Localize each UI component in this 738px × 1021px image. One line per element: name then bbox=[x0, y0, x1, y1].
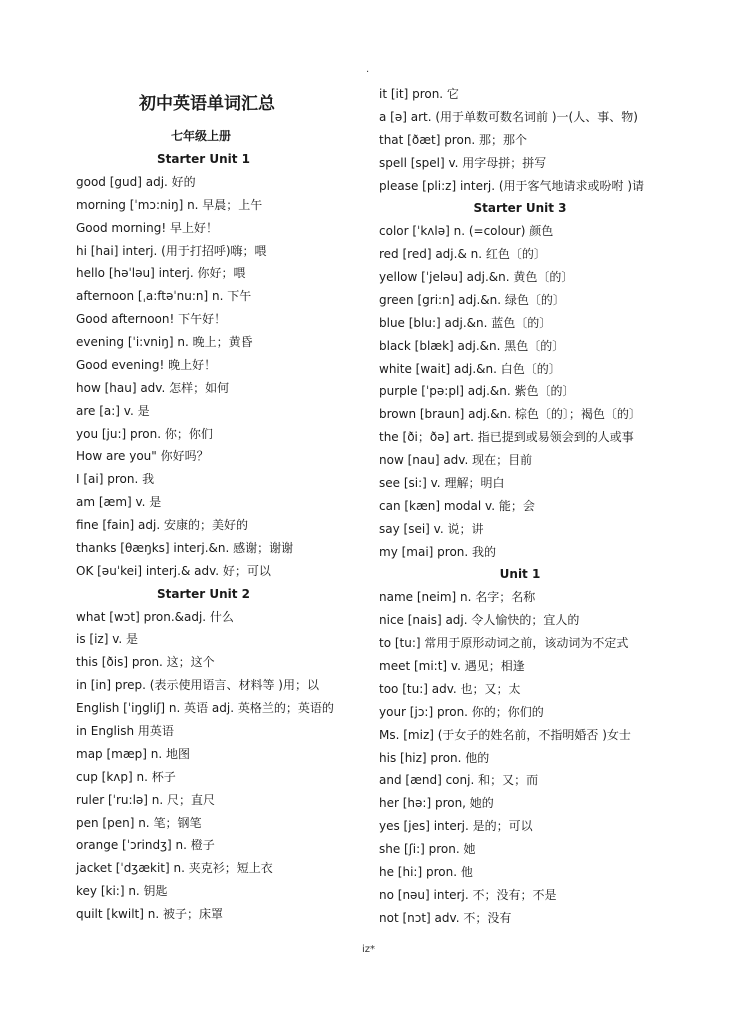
vocab-entry: yellow [ˈjeləu] adj.&n. 黄色〔的〕 bbox=[379, 270, 574, 285]
vocab-entry: not [nɔt] adv. 不；没有 bbox=[379, 910, 512, 925]
vocab-entry: Good evening! 晚上好！ bbox=[76, 357, 217, 372]
vocab-entry: How are you" 你好吗？ bbox=[76, 449, 209, 464]
vocab-entry: it [it] pron. 它 bbox=[379, 87, 459, 101]
vocab-entry: his [hiz] pron. 他的 bbox=[379, 750, 490, 765]
vocab-entry: this [ðis] pron. 这；这个 bbox=[76, 655, 215, 670]
vocab-entry: Good afternoon! 下午好！ bbox=[76, 312, 227, 327]
vocab-entry: she [ʃi:] pron. 她 bbox=[379, 842, 476, 857]
vocab-entry: see [si:] v. 理解；明白 bbox=[379, 475, 505, 490]
vocab-entry: how [hau] adv. 怎样；如何 bbox=[76, 380, 230, 395]
vocab-entry: OK [əuˈkei] interj.& adv. 好；可以 bbox=[76, 563, 271, 578]
vocab-entry: can [kæn] modal v. 能；会 bbox=[379, 498, 535, 513]
vocab-entry: green [gri:n] adj.&n. 绿色〔的〕 bbox=[379, 292, 565, 307]
unit-heading: Starter Unit 3 bbox=[473, 201, 567, 216]
vocab-entry: now [nau] adv. 现在；目前 bbox=[379, 453, 533, 468]
vocab-entry: am [æm] v. 是 bbox=[76, 495, 162, 510]
vocab-entry: brown [braun] adj.&n. 棕色〔的〕；褐色〔的〕 bbox=[379, 407, 641, 422]
vocab-entry: blue [blu:] adj.&n. 蓝色〔的〕 bbox=[379, 315, 552, 330]
vocab-entry: black [blæk] adj.&n. 黑色〔的〕 bbox=[379, 338, 565, 353]
vocab-entry: meet [mi:t] v. 遇见；相逢 bbox=[379, 659, 525, 673]
vocab-entry: a [ə] art. (用于单数可数名词前 )一(人、事、物) bbox=[379, 109, 638, 124]
vocab-entry: name [neim] n. 名字；名称 bbox=[379, 590, 536, 605]
vocab-entry: afternoon [ˌa:ftəˈnu:n] n. 下午 bbox=[76, 289, 252, 304]
vocab-entry: red [red] adj.& n. 红色〔的〕 bbox=[379, 247, 546, 262]
vocab-entry: what [wɔt] pron.&adj. 什么 bbox=[76, 609, 234, 624]
vocab-entry: my [mai] pron. 我的 bbox=[379, 544, 497, 559]
vocab-entry: spell [spel] v. 用字母拼；拼写 bbox=[379, 155, 547, 170]
vocab-entry: he [hi:] pron. 他 bbox=[379, 864, 473, 879]
vocab-entry: hello [həˈləu] interj. 你好；喂 bbox=[76, 266, 246, 281]
vocab-entry: is [iz] v. 是 bbox=[76, 632, 139, 647]
vocab-entry: are [a:] v. 是 bbox=[76, 403, 150, 418]
vocab-entry: ruler [ˈru:lə] n. 尺；直尺 bbox=[76, 792, 216, 807]
vocab-entry: her [hə:] pron, 她的 bbox=[379, 796, 494, 811]
page-footer: iz* bbox=[362, 944, 376, 955]
vocab-entry: cup [kʌp] n. 杯子 bbox=[76, 769, 176, 784]
vocab-entry: hi [hai] interj. (用于打招呼)嗨；喂 bbox=[76, 243, 267, 258]
vocab-entry: in [in] prep. (表示使用语言、材料等 )用；以 bbox=[76, 678, 319, 693]
vocab-entry: thanks [θæŋks] interj.&n. 感谢；谢谢 bbox=[76, 540, 294, 555]
vocab-entry: morning [ˈmɔ:niŋ] n. 早晨；上午 bbox=[76, 197, 263, 212]
grade-title: 七年级上册 bbox=[170, 129, 231, 143]
top-mark: . bbox=[366, 64, 370, 75]
vocab-entry: color [ˈkʌlə] n. (=colour) 颜色 bbox=[379, 224, 554, 239]
vocab-entry: your [jɔ:] pron. 你的；你们的 bbox=[379, 704, 544, 719]
unit-heading: Unit 1 bbox=[499, 567, 541, 582]
vocab-entry: jacket [ˈdʒækit] n. 夹克衫；短上衣 bbox=[76, 861, 273, 876]
vocab-entry: the [ði；ðə] art. 指已提到或易领会到的人或事 bbox=[379, 430, 634, 445]
vocab-entry: yes [jes] interj. 是的；可以 bbox=[379, 819, 533, 834]
vocab-entry: nice [nais] adj. 令人愉快的；宜人的 bbox=[379, 613, 580, 628]
vocab-entry: map [mæp] n. 地图 bbox=[76, 746, 190, 761]
vocab-entry: and [ænd] conj. 和；又；而 bbox=[379, 773, 539, 788]
vocab-entry: that [ðæt] pron. 那；那个 bbox=[379, 132, 528, 147]
vocab-entry: say [sei] v. 说；讲 bbox=[379, 521, 484, 536]
vocab-entry: orange [ˈɔrindʒ] n. 橙子 bbox=[76, 838, 215, 853]
vocab-entry: too [tu:] adv. 也；又；太 bbox=[379, 681, 521, 696]
page-title: 初中英语单词汇总 bbox=[139, 94, 275, 114]
unit-heading: Starter Unit 2 bbox=[156, 586, 251, 601]
vocab-entry: Ms. [miz] (于女子的姓名前，不指明婚否 )女士 bbox=[379, 727, 631, 742]
vocab-entry: to [tu:] 常用于原形动词之前，该动词为不定式 bbox=[379, 636, 629, 651]
vocab-entry: fine [fain] adj. 安康的；美好的 bbox=[76, 518, 248, 533]
vocab-entry: purple [ˈpə:pl] adj.&n. 紫色〔的〕 bbox=[379, 384, 575, 399]
unit-heading: Starter Unit 1 bbox=[156, 152, 251, 166]
vocab-entry: please [pli:z] interj. (用于客气地请求或吩咐 )请 bbox=[379, 178, 645, 193]
vocab-entry: white [wait] adj.&n. 白色〔的〕 bbox=[379, 361, 561, 376]
vocab-entry: key [ki:] n. 钥匙 bbox=[76, 884, 168, 899]
vocab-entry: English [ˈiŋgliʃ] n. 英语 adj. 英格兰的；英语的 bbox=[76, 701, 334, 716]
vocab-entry: quilt [kwilt] n. 被子；床罩 bbox=[76, 907, 223, 922]
vocab-entry: no [nəu] interj. 不；没有；不是 bbox=[379, 887, 557, 902]
vocab-entry: good [gud] adj. 好的 bbox=[76, 174, 196, 189]
vocab-entry: you [ju:] pron. 你；你们 bbox=[76, 426, 213, 441]
vocab-entry: in English 用英语 bbox=[76, 724, 174, 738]
vocab-entry: I [ai] pron. 我 bbox=[76, 472, 155, 487]
vocab-entry: Good morning! 早上好！ bbox=[76, 220, 218, 235]
vocab-entry: pen [pen] n. 笔；钢笔 bbox=[76, 815, 202, 830]
vocab-entry: evening [ˈi:vniŋ] n. 晚上；黄昏 bbox=[76, 335, 253, 350]
